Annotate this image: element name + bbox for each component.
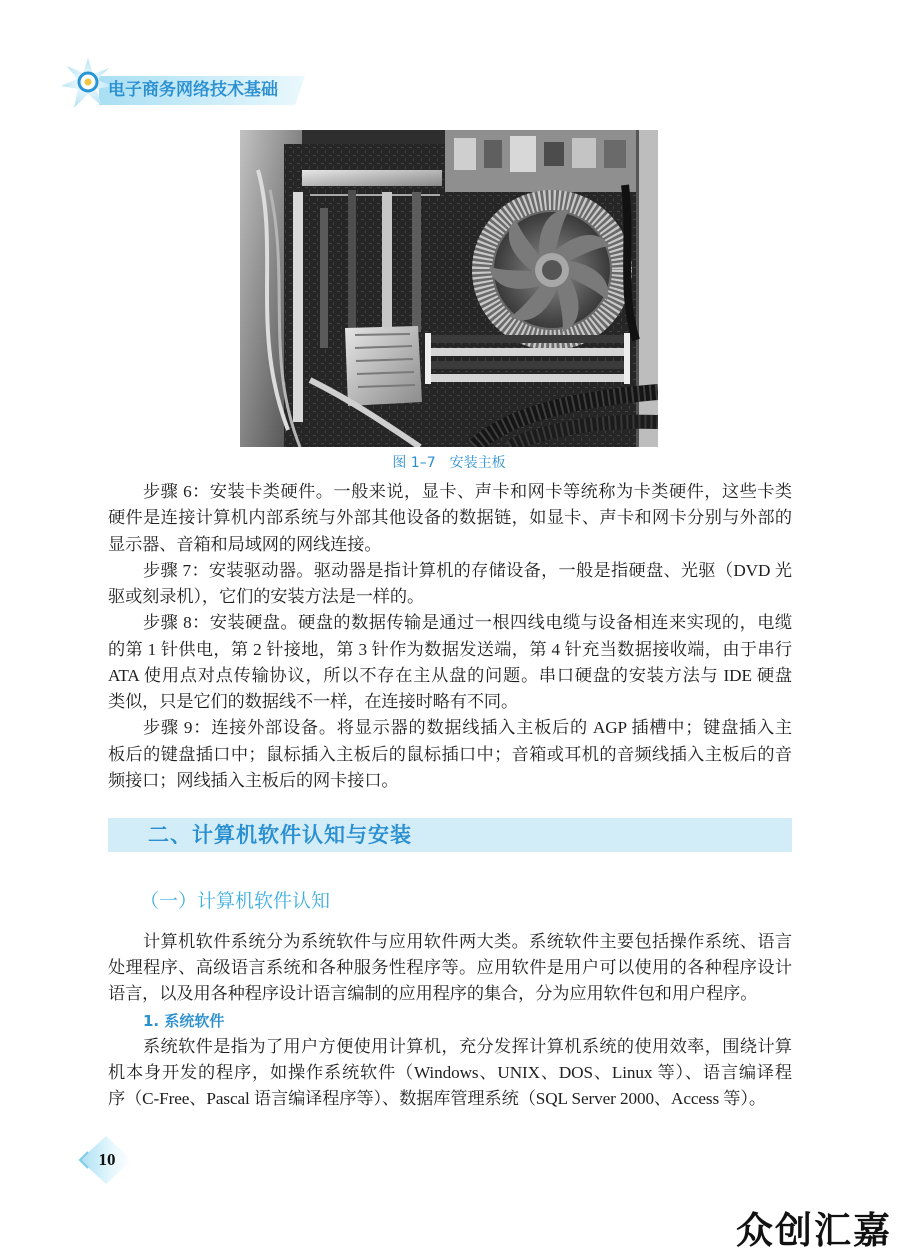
section-heading-band [108,818,792,852]
topic-title: 1. 系统软件 [143,1011,225,1030]
running-header [55,58,310,112]
subsection-title: （一）计算机软件认知 [140,890,331,912]
step-9-paragraph [108,715,792,794]
text-line: 机本身开发的程序，如操作系统软件（Windows、UNIX、DOS、Linux 等）、语言编译程 [108,1063,792,1083]
book-title: 电子商务网络技术基础 [108,80,278,100]
page-number: 10 [98,1150,116,1169]
intro-paragraph [108,929,792,1008]
text-line: 步骤 6：安装卡类硬件。一般来说，显卡、声卡和网卡等统称为卡类硬件，这些卡类 [143,482,792,501]
figure-caption: 图 1–7 安装主板 [392,455,506,471]
cpu-fan [472,190,632,350]
watermark: 众创汇嘉 [736,1209,892,1252]
text-line: 板后的键盘插口中；鼠标插入主板后的鼠标插口中；音箱或耳机的音频线插入主板后的音 [108,744,792,764]
system-software-paragraph [108,1034,792,1113]
text-line: 语言，以及用各种程序设计语言编制的应用程序的集合，分为应用软件包和用户程序。 [108,984,758,1004]
text-line: 步骤 8：安装硬盘。硬盘的数据传输是通过一根四线电缆与设备相连来实现的，电缆 [143,613,792,633]
section-title: 二、计算机软件认知与安装 [148,823,412,847]
software-text [108,929,792,1113]
chipset-heatsink [345,326,422,406]
text-line: 步骤 9：连接外部设备。将显示器的数据线插入主板后的 AGP 插槽中；键盘插入主 [143,718,792,738]
text-line: 系统软件是指为了用户方便使用计算机，充分发挥计算机系统的使用效率，围绕计算 [143,1036,792,1056]
text-line: 处理程序、高级语言系统和各种服务性程序等。应用软件是用户可以使用的各种程序设计 [108,958,792,978]
text-line: 显示器、音箱和局域网的网线连接。 [108,534,382,554]
text-line: ATA 使用点对点传输协议，所以不存在主从盘的问题。串口硬盘的安装方法与 IDE 硬盘 [108,665,792,685]
step-6-paragraph [108,479,792,558]
text-line: 计算机软件系统分为系统软件与应用软件两大类。系统软件主要包括操作系统、语言 [143,931,792,951]
motherboard-photo [240,130,658,447]
assembly-steps [108,479,792,794]
text-line: 频接口；网线插入主板后的网卡接口。 [108,770,399,790]
text-line: 的第 1 针供电，第 2 针接地，第 3 针作为数据发送端，第 4 针充当数据接收端，由于串行 [108,639,792,659]
vrm-heatsink [302,170,442,186]
step-8-paragraph [108,610,792,715]
step-7-paragraph [108,558,792,611]
text-line: 类似，只是它们的数据线不一样，在连接时略有不同。 [108,692,519,712]
text-line: 驱或刻录机），它们的安装方法是一样的。 [108,587,425,607]
text-line: 序（C-Free、Pascal 语言编译程序等）、数据库管理系统（SQL Server 2000、Access 等）。 [108,1089,766,1109]
text-line: 步骤 7：安装驱动器。驱动器是指计算机的存储设备，一般是指硬盘、光驱（DVD 光 [143,560,792,580]
text-line: 硬件是连接计算机内部系统与外部其他设备的数据链，如显卡、声卡和网卡分别与外部的 [108,508,792,528]
io-panel [445,130,637,192]
